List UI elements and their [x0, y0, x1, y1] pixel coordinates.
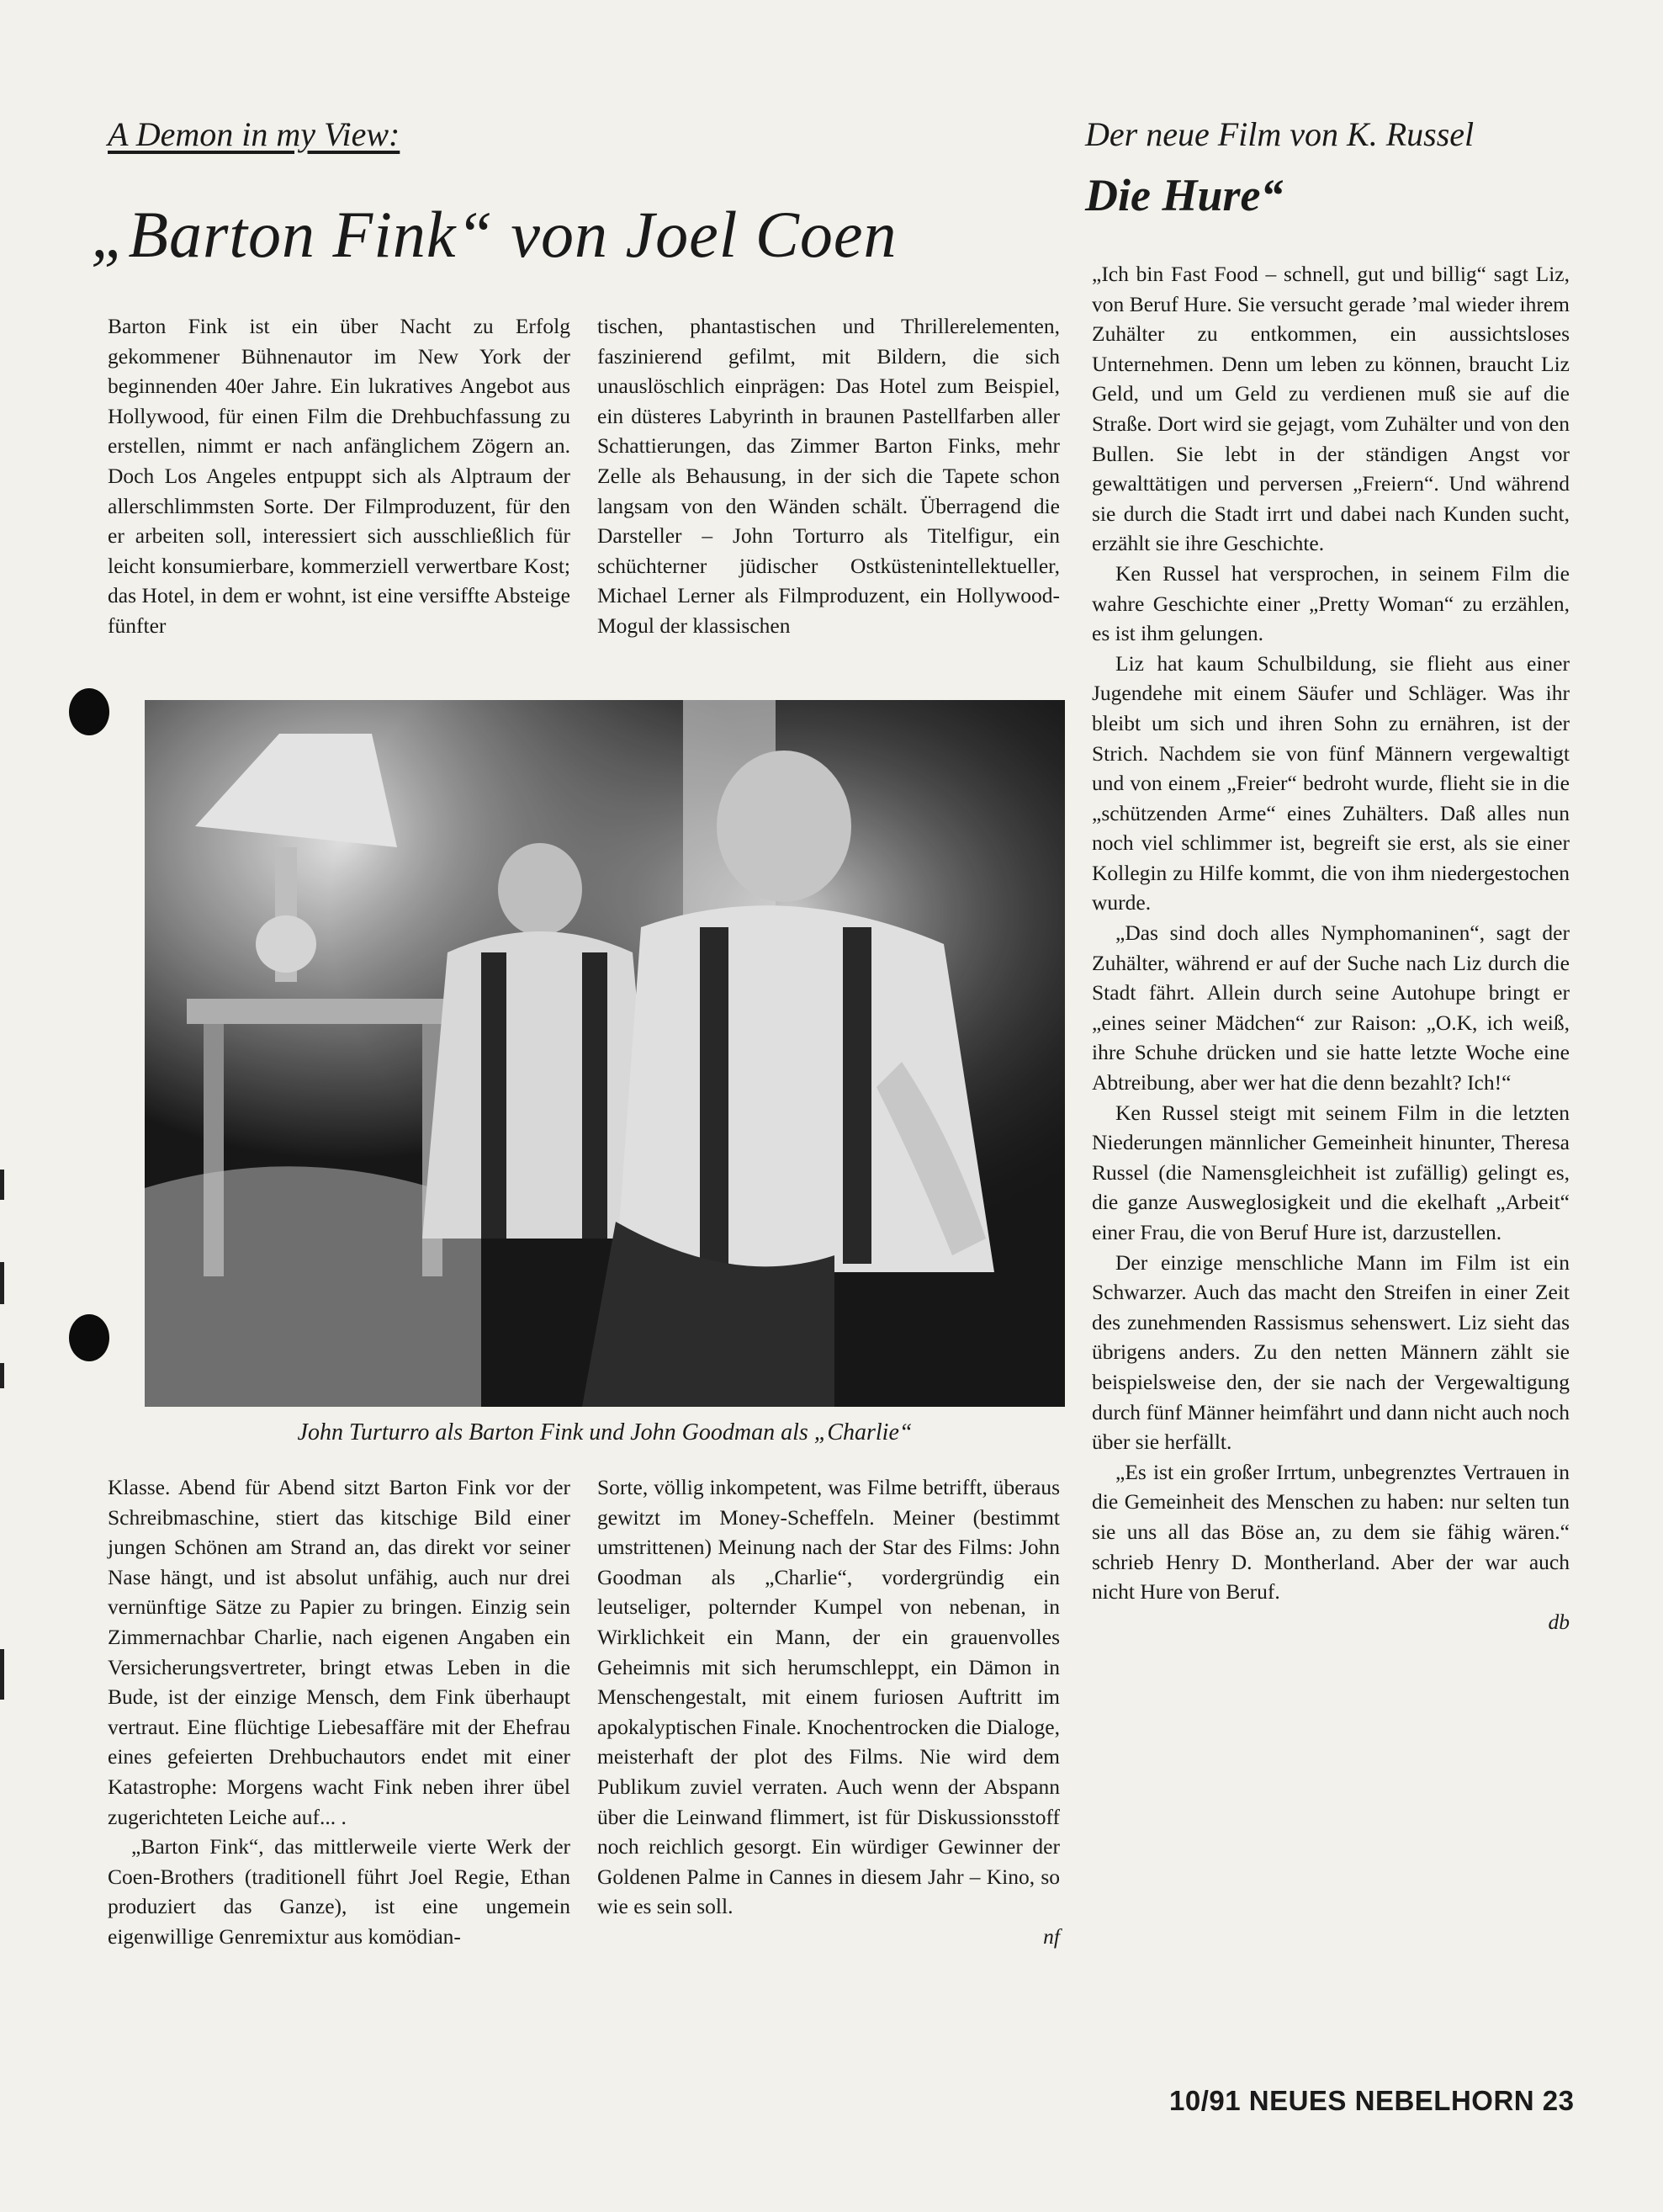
- page-footer: 10/91 NEUES NEBELHORN 23: [1169, 2085, 1575, 2116]
- punch-hole-top: [69, 688, 109, 735]
- article2-paragraph: „Das sind doch alles Nymphomaninen“, sagt der Zuhälter, während er auf der Suche nach Liz durch die Stadt fährt. Allein durch seine Autohupe bringt er „eines seiner Mädchen“ zur Raison: „O.K, ich weiß, ihre Schuhe drücken und sie hatte letzte Woche eine Abtreibung, aber wer hat die denn bezahlt? Ich!“: [1092, 920, 1570, 1095]
- article2-paragraph: Der einzige menschliche Mann im Film ist ein Schwarzer. Auch das macht den Streifen in einer Zeit des zunehmenden Rassismus sehenswert. Liz sieht das übrigens anders. Zu den netten Männern zählt sie beispielsweise den, der sie nach der Vergewaltigung durch fünf Männer heimfährt und dann nicht auch noch über sie herfällt.: [1092, 1249, 1570, 1455]
- article2-headline: Die Hure“: [1085, 170, 1284, 220]
- article2-signature: db: [1548, 1609, 1570, 1634]
- punch-hole-bottom: [69, 1314, 109, 1361]
- film-still-image: [145, 700, 1065, 1407]
- photo-caption: John Turturro als Barton Fink und John Goodman als „Charlie“: [297, 1419, 913, 1445]
- article1-column1-top: [108, 311, 570, 641]
- article2-paragraph: Liz hat kaum Schulbildung, sie flieht aus einer Jugendehe mit einem Säufer und Schläger. Was ihr bleibt um sich und ihren Sohn zu ernähren, ist der Strich. Nachdem sie von fünf Männern vergewaltigt und von einem „Freier“ bedroht wurde, flieht sie in die „schützenden Arme“ eines Zuhälters. Daß alles nun noch viel schlimmer ist, begreift sie erst, als sie einer Kollegin zu Hilfe kommt, die von ihm niedergestochen wurde.: [1092, 650, 1570, 915]
- article1-column2-bottom: [597, 1472, 1060, 1952]
- binding-mark: [0, 1170, 4, 1200]
- binding-mark: [0, 1262, 4, 1304]
- article1-column2-top: [597, 311, 1060, 641]
- article1-headline: „Barton Fink“ von Joel Coen: [91, 198, 898, 271]
- binding-mark: [0, 1363, 4, 1388]
- article2-paragraph: Ken Russel steigt mit seinem Film in die letzten Niederungen männlicher Gemeinheit hinunter, Theresa Russel (die Namensgleichheit ist zufällig) gelingt es, die ganze Ausweglosigkeit und die ekelhaft „Arbeit“ einer Frau, die von Beruf Hure ist, darzustellen.: [1092, 1100, 1570, 1244]
- article1-paragraph: Klasse. Abend für Abend sitzt Barton Fink vor der Schreibmaschine, stiert das kitschige Bild einer jungen Schönen am Strand an, das direkt vor seiner Nase hängt, und ist absolut unfähig, auch nur drei vernünftige Sätze zu Papier zu bringen. Einzig sein Zimmernachbar Charlie, nach eigenen Angaben ein Versicherungsvertreter, bringt etwas Leben in die Bude, ist der einzige Mensch, dem Fink überhaupt vertraut. Eine flüchtige Liebesaffäre mit der Ehefrau eines gefeierten Drehbuchautors endet mit einer Katastrophe: Morgens wacht Fink neben ihrer übel zugerichteten Leiche auf... .: [108, 1475, 570, 1829]
- article2-paragraph: „Ich bin Fast Food – schnell, gut und billig“ sagt Liz, von Beruf Hure. Sie versucht gerade ’mal wieder ihrem Zuhälter zu entkommen, ein aussichtsloses Unternehmen. Denn um leben zu können, braucht Liz Geld, und um Geld zu verdienen muß sie auf die Straße. Dort wird sie gejagt, vom Zuhälter und von den Bullen. Sie lebt in der ständigen Angst vor gewalttätigen und perversen „Freiern“. Und während sie durch die Stadt irrt und dabei nach Kunden sucht, erzählt sie ihre Geschichte.: [1092, 262, 1570, 556]
- article1-kicker: A Demon in my View:: [108, 115, 400, 153]
- article2-kicker: Der neue Film von K. Russel: [1085, 115, 1475, 153]
- article2-paragraph: „Es ist ein großer Irrtum, unbegrenztes Vertrauen in die Gemeinheit des Menschen zu haben: nur selten tun sie uns all das Böse an, zu dem sie fähig wären.“ schrieb Henry D. Montherland. Aber der war auch nicht Hure von Beruf.: [1092, 1459, 1570, 1605]
- article1-column1-bottom: [108, 1472, 570, 1952]
- article1-paragraph: „Barton Fink“, das mittlerweile vierte Werk der Coen-Brothers (traditionell führt Joel Regie, Ethan produziert das Ganze), ist eine ungemein eigenwillige Genremixtur aus komödian-: [108, 1834, 570, 1949]
- article1-paragraph: Barton Fink ist ein über Nacht zu Erfolg gekommener Bühnenautor im New York der beginnenden 40er Jahre. Ein lukratives Angebot aus Hollywood, für einen Film die Drehbuchfassung zu erstellen, nimmt er nach anfänglichem Zögern an. Doch Los Angeles entpuppt sich als Alptraum der allerschlimmsten Sorte. Der Filmproduzent, für den er arbeiten soll, interessiert sich ausschließlich für leicht konsumierbare, kommerziell verwertbare Kost; das Hotel, in dem er wohnt, ist eine versiffte Absteige fünfter: [108, 314, 570, 638]
- binding-mark: [0, 1649, 4, 1700]
- article2-paragraph: Ken Russel hat versprochen, in seinem Film die wahre Geschichte einer „Pretty Woman“ zu erzählen, es ist ihm gelungen.: [1092, 560, 1570, 646]
- film-still-photo: [145, 700, 1065, 1407]
- article1-paragraph: tischen, phantastischen und Thrillerelementen, faszinierend gefilmt, mit Bildern, die sich unauslöschlich einprägen: Das Hotel zum Beispiel, ein düsteres Labyrinth in braunen Pastellfarben aller Schattierungen, das Zimmer Barton Finks, mehr Zelle als Behausung, in der sich die Tapete schon langsam von den Wänden schält. Überragend die Darsteller – John Torturro als Titelfigur, ein schüchterner jüdischer Ostküstenintellektueller, Michael Lerner als Filmproduzent, ein Hollywood-Mogul der klassischen: [597, 314, 1060, 638]
- article2-column: [1092, 259, 1570, 1636]
- article1-paragraph: Sorte, völlig inkompetent, was Filme betrifft, überaus gewitzt im Money-Scheffeln. Meiner (bestimmt umstrittenen) Meinung nach der Star des Films: John Goodman als „Charlie“, vordergründig ein leutseliger, polternder Kumpel von nebenan, in Wirklichkeit ein Mann, der ein grauenvolles Geheimnis mit sich herumschleppt, ein Dämon in Menschengestalt, mit einem furiosen Auftritt im apokalyptischen Finale. Knochentrocken die Dialoge, meisterhaft der plot des Films. Nie wird dem Publikum zuviel verraten. Auch wenn der Abspann über die Leinwand flimmert, ist für Diskussionsstoff noch reichlich gesorgt. Ein würdiger Gewinner der Goldenen Palme in Cannes in diesem Jahr – Kino, so wie es sein soll.: [597, 1475, 1060, 1919]
- article1-signature: nf: [1043, 1923, 1060, 1949]
